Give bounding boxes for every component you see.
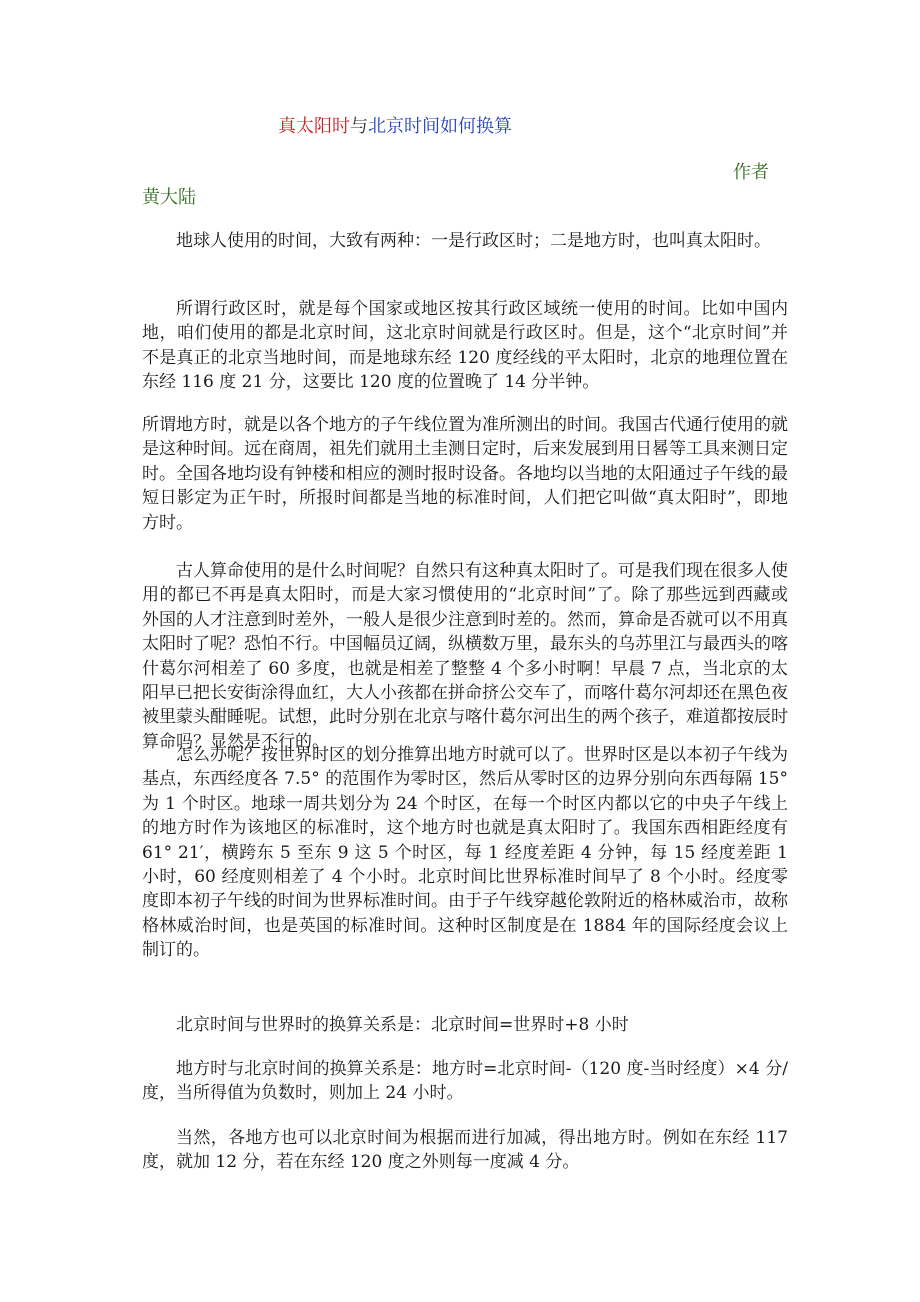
paragraph-intro: 地球人使用的时间，大致有两种：一是行政区时；二是地方时，也叫真太阳时。 xyxy=(176,231,771,251)
paragraph-administrative-time: 所谓行政区时，就是每个国家或地区按其行政区域统一使用的时间。比如中国内地，咱们使用的都是北京时间，这北京时间就是行政区时。但是，这个“北京时间”并不是真正的北京当地时间，而是地球东经 120 度经线的平太阳时，北京的地理位置在东经 116 度 21 分，这要比 120 度的位置晚了 14 分半钟。 xyxy=(142,299,788,393)
author-name: 黄大陆 xyxy=(142,187,196,208)
author-label: 作者 xyxy=(733,162,769,183)
paragraph-local-time-formula: 地方时与北京时间的换算关系是：地方时=北京时间-（120 度-当时经度）×4 分/度，当所得值为负数时，则加上 24 小时。 xyxy=(142,1059,788,1104)
paragraph-time-zones: 怎么办呢？按世界时区的划分推算出地方时就可以了。世界时区是以本初子午线为基点，东西经度各 7.5° 的范围作为零时区，然后从零时区的边界分别向东西每隔 15° 为 1 个时区。地球一周共划分为 24 个时区，在每一个时区内都以它的中央子午线上的地方时作为该地区的标准时，这个地方时也就是真太阳时了。我国东西相距经度有 61° 21′，横跨东 5 至东 9 这 5 个时区，每 1 经度差距 4 分钟，每 15 经度差距 1 小时，60 经度则相差了 4 个小时。北京时间比世界标准时间早了 8 个小时。经度零度即本初子午线的时间为世界标准时间。由于子午线穿越伦敦附近的格林威治市，故称格林威治时间，也是英国的标准时间。这种时区制度是在 1884 年的国际经度会议上制订的。 xyxy=(142,745,788,961)
document-title xyxy=(278,112,512,138)
title-part-true-solar-time: 真太阳时 xyxy=(278,116,350,137)
paragraph-beijing-utc-formula: 北京时间与世界时的换算关系是：北京时间=世界时+8 小时 xyxy=(176,1015,629,1035)
paragraph-fortune-telling: 古人算命使用的是什么时间呢？自然只有这种真太阳时了。可是我们现在很多人使用的都已不再是真太阳时，而是大家习惯使用的“北京时间”了。除了那些远到西藏或外国的人才注意到时差外，一般人是很少注意到时差的。然而，算命是否就可以不用真太阳时了呢？恐怕不行。中国幅员辽阔，纵横数万里，最东头的乌苏里江与最西头的喀什葛尔河相差了 60 多度，也就是相差了整整 4 个多小时啊！早晨 7 点，当北京的太阳早已把长安街涂得血红，大人小孩都在拼命挤公交车了，而喀什葛尔河却还在黑色夜被里蒙头酣睡呢。试想，此时分别在北京与喀什葛尔河出生的两个孩子，难道都按辰时算命吗？显然是不行的。 xyxy=(142,561,788,752)
title-part-and: 与 xyxy=(350,116,368,137)
title-part-beijing-time-conversion: 北京时间如何换算 xyxy=(368,116,512,137)
paragraph-local-time: 所谓地方时，就是以各个地方的子午线位置为准所测出的时间。我国古代通行使用的就是这种时间。远在商周，祖先们就用土圭测日定时，后来发展到用日晷等工具来测日定时。全国各地均设有钟楼和相应的测时报时设备。各地均以当地的太阳通过子午线的最短日影定为正午时，所报时间都是当地的标准时间，人们把它叫做“真太阳时”，即地方时。 xyxy=(142,415,788,533)
paragraph-example: 当然，各地方也可以北京时间为根据而进行加减，得出地方时。例如在东经 117 度，就加 12 分，若在东经 120 度之外则每一度减 4 分。 xyxy=(142,1128,788,1173)
